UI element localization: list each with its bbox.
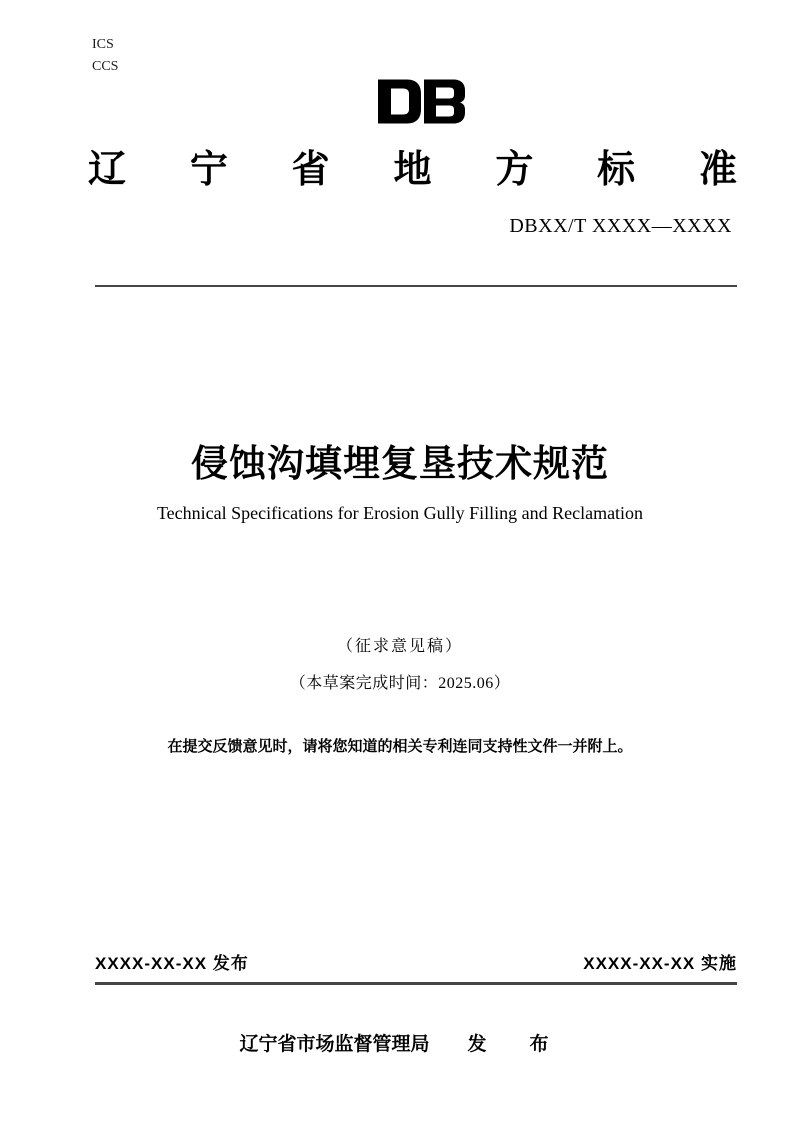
standard-name-char: 标 [597,149,636,191]
standard-number: DBXX/T XXXX—XXXX [509,215,732,237]
document-title-en: Technical Specifications for Erosion Gully Filling and Reclamation [156,503,644,523]
standard-name-char: 方 [495,149,534,191]
standard-name [88,149,737,191]
standard-name-char: 宁 [189,149,228,191]
implement-date: XXXX-XX-XX 实施 [583,954,737,973]
db-logo [377,79,465,124]
ics-label: ICS [92,37,114,52]
dates-row [95,949,737,974]
footer-rule [95,982,737,985]
standard-name-char: 准 [698,149,737,191]
draft-status-note: （征求意见稿） [336,638,463,655]
db-logo-glyphs [377,79,465,124]
patent-notice: 在提交反馈意见时，请将您知道的相关专利连同支持性文件一并附上。 [167,738,633,755]
classification-codes [92,34,118,78]
draft-completion-time: （本草案完成时间：2025.06） [289,675,511,692]
ccs-label: CCS [92,59,119,74]
publisher-suffix: 发 布 [467,1034,561,1055]
publisher-row [0,1029,800,1056]
standard-name-char: 省 [291,149,330,191]
publisher-org: 辽宁省市场监督管理局 [239,1034,430,1055]
standard-name-char: 地 [393,149,432,191]
document-title-cn: 侵蚀沟填埋复垦技术规范 [191,443,609,484]
standard-name-char: 辽 [88,149,127,191]
release-date: XXXX-XX-XX 发布 [95,954,249,973]
header-rule [95,285,737,287]
